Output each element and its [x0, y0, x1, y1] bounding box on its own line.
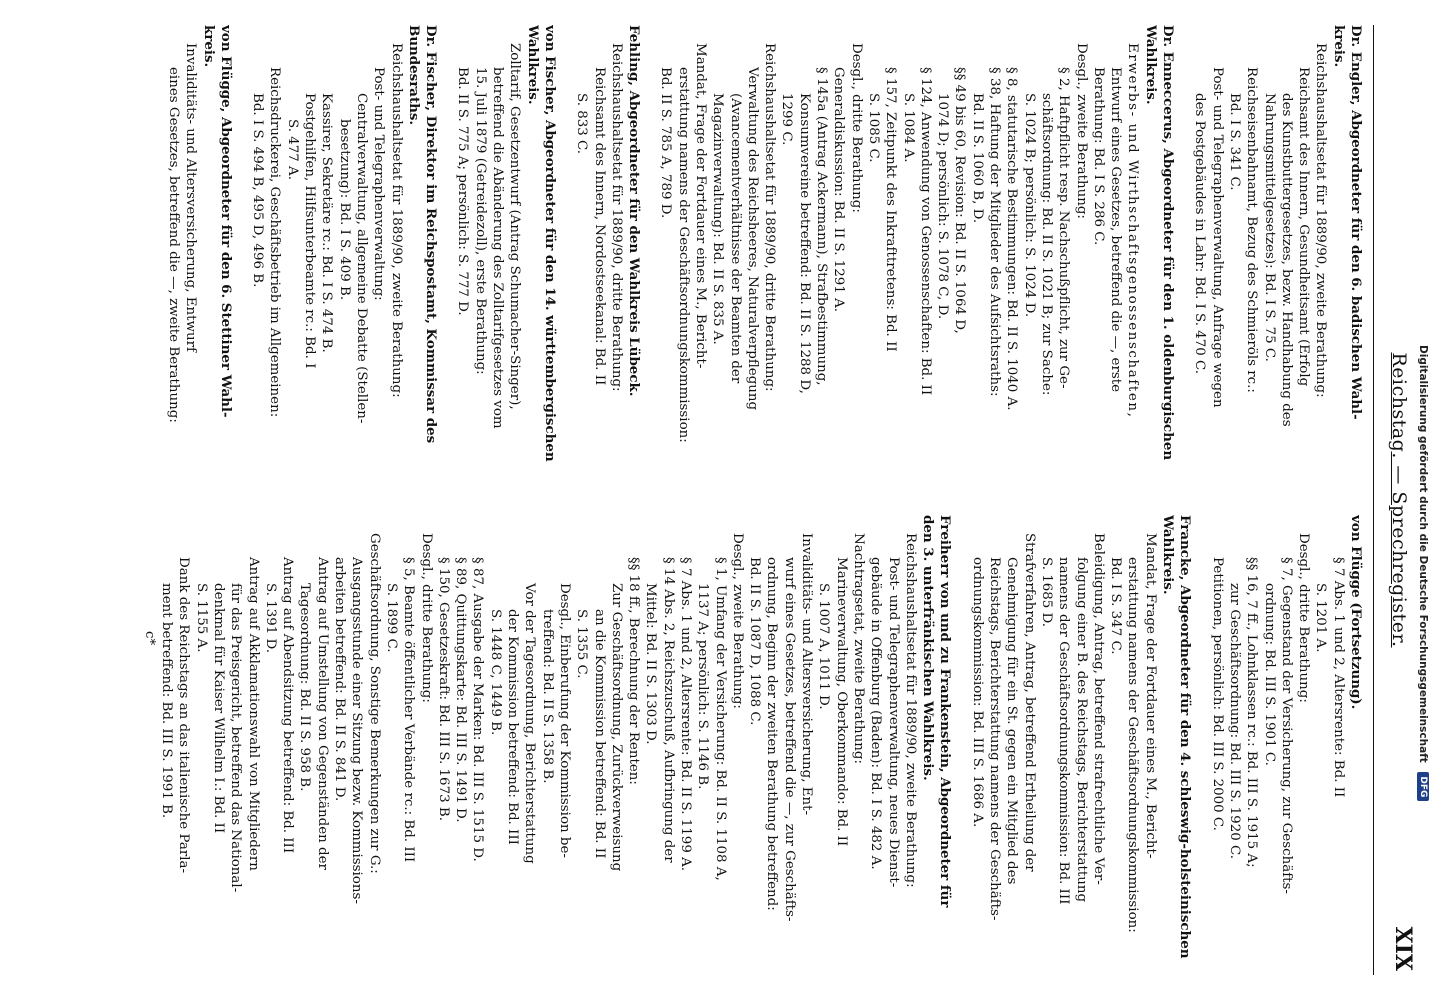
entry-line: für das Preisgericht, betreffend das National-: [228, 583, 244, 893]
entry-line: Reichsamt des Innern, Gesundheitsamt (Erfolg: [1296, 67, 1312, 387]
entry-line: 1137 A; persönlich: S. 1146 B.: [695, 583, 711, 790]
entry-line: an die Kommission betreffend: Bd. II: [591, 609, 607, 859]
entry-line: S. 833 C.: [574, 93, 590, 155]
entry-line: Reichshaushaltsetat für 1889/90, dritte Berathung:: [608, 43, 624, 392]
entry-line: Zolltarif, Gesetzentwurf (Antrag Schumacher-Singer),: [507, 43, 523, 410]
entry-line: S. 1685 D.: [1038, 557, 1054, 628]
entry-line: §§ 16, 7 ff., Lohnklassen rc.: Bd. III S. 1915 A;: [1244, 557, 1260, 868]
entry-line: S. 1391 D.: [262, 583, 278, 654]
register-page: [16, 25, 1416, 975]
entry-line: namens der Geschäftsordnungskommission: Bd. III: [1056, 557, 1072, 905]
entry-line: Mandat, Frage der Fortdauer eines M., Bericht-: [693, 43, 709, 369]
entry-line: Desgl., Einberufung der Kommission be-: [556, 583, 572, 858]
entry-line: Petitionen, persönlich: Bd. III S. 2000 C.: [1209, 557, 1225, 831]
entry-line: § 150, Gesetzeskraft: Bd. III S. 1673 B.: [435, 557, 451, 821]
entry-line: Bd. II S. 785 A, 789 D.: [658, 67, 674, 219]
register-entry: [573, 25, 642, 480]
entry-line: Zur Geschäftsordnung, Zurückverweisung: [608, 583, 624, 872]
entry-line: Postgehilfen, Hilfsunterbeamte rc.: Bd. I: [302, 93, 318, 369]
entry-line: erstattung namens der Geschäftsordnungskommission:: [675, 67, 691, 443]
entry-line: Strafverfahren, Antrag, betreffend Ertheilung der: [1021, 533, 1037, 872]
entry-line: (Avancementverhältnisse der Beamten der: [727, 93, 743, 384]
page-number: XIX: [1390, 926, 1416, 971]
entry-heading: Dr. Enneccerus, Abgeordneter für den 1. oldenburgischen: [1160, 25, 1177, 461]
entry-line: Post- und Telegraphenverwaltung:: [371, 67, 387, 301]
entry-heading: kreis.: [200, 25, 217, 68]
digitization-text: Digitalisierung gefördert durch die Deutsche Forschungsgemeinschaft: [1417, 345, 1429, 763]
entry-line: Reichstags, Berichterstattung namens der Geschäfts-: [987, 557, 1003, 921]
entry-line: Antrag auf Umstellung von Gegenständen der: [314, 557, 330, 870]
entry-line: Marineverwaltung, Oberkommando: Bd. II: [833, 557, 849, 847]
entry-line: gebäude in Offenburg (Baden): Bd. I S. 482 A.: [868, 557, 884, 870]
digitization-note: [1411, 345, 1429, 985]
entry-line: § 89, Quittungskarte: Bd. III S. 1491 D.: [453, 557, 469, 823]
entry-line: Reichshaushaltsetat für 1889/90, zweite Berathung:: [1313, 43, 1329, 398]
register-entry: [165, 25, 234, 480]
entry-line: Entwurf eines Gesetzes, betreffend die —, erste: [1108, 67, 1124, 393]
entry-line: Desgl., zweite Berathung:: [729, 533, 745, 709]
entry-line: § 7, Gegenstand der Versicherung, zur Geschäfts-: [1278, 557, 1294, 894]
entry-line: S. 1024 B; persönlich: S. 1024 D.: [1021, 93, 1037, 318]
entry-line: Post- und Telegraphenverwaltung, neues Dienst-: [885, 557, 901, 888]
register-entry: [1191, 25, 1364, 480]
entry-line: Bd. II S. 1060 B, D.: [969, 93, 985, 224]
entry-line: § 5, Beamte öffentlicher Verbände rc.: Bd. III: [401, 557, 417, 863]
entry-line: Bd. I S. 494 B, 495 D, 496 B.: [250, 93, 266, 288]
entry-heading: Dr. Fischer, Direktor im Reichspostamt, Kommissar des: [423, 25, 440, 444]
entry-line: der Kommission betreffend: Bd. III: [505, 609, 521, 845]
entry-line: § 2, Haftpflicht resp. Nachschußpflicht, zur Ge-: [1056, 67, 1072, 389]
register-entry: [968, 515, 1193, 970]
entry-line: Antrag auf Abendsitzung betreffend: Bd. III: [280, 557, 296, 854]
entry-line: Kassirer, Sekretäre rc.: Bd. I S. 474 B.: [319, 93, 335, 353]
entry-line: Nachtragsetat, zweite Berathung:: [850, 533, 866, 764]
entry-line: § 145a (Antrag Ackermann), Strafbestimmung,: [814, 67, 830, 386]
entry-line: S. 1085 C.: [865, 93, 881, 163]
entry-line: Nahrungsmittelgesetzes): Bd. I S. 75 C.: [1261, 93, 1277, 362]
header-rule: [1373, 25, 1374, 975]
entry-line: Erwerbs- und Wirthschaftsgenossenschaften,: [1125, 43, 1141, 419]
entry-line: Bd. I S. 347 C.: [1108, 557, 1124, 655]
entry-line: Mittel: Bd. II S. 1303 D.: [643, 583, 659, 745]
entry-line: Mandat, Frage der Fortdauer eines M., Bericht-: [1142, 533, 1158, 859]
entry-line: Verwaltung des Reichsheeres, Naturalverpflegung: [744, 67, 760, 411]
entry-line: betreffend die Abänderung des Zolltarifgesetzes vom: [490, 67, 506, 429]
entry-line: treffend: Bd. II S. 1358 B.: [539, 609, 555, 784]
entry-line: schäftsordnung: Bd. II S. 1021 B; zur Sache:: [1038, 93, 1054, 396]
entry-line: 1299 C.: [779, 93, 795, 146]
entry-heading: Wahlkreis.: [1160, 515, 1177, 595]
entry-line: Bd. II S. 775 A; persönlich: S. 777 D.: [455, 67, 471, 316]
entry-heading: von Fischer, Abgeordneter für den 14. württembergischen: [541, 25, 558, 462]
page-title: Reichstag. — Sprechregister.: [1388, 352, 1410, 648]
running-head: [1356, 25, 1416, 975]
entry-line: Desgl., dritte Berathung:: [848, 43, 864, 213]
entry-line: 1074 D; persönlich: S. 1078 C, D.: [935, 93, 951, 320]
entry-line: § 7 Abs. 1 und 2, Altersrente: Bd. II S. 1199 A.: [678, 557, 694, 872]
entry-line: § 14 Abs. 2, Reichszuschuß, Aufbringung der: [660, 557, 676, 863]
entry-line: Bd. I S. 341 C.: [1226, 93, 1242, 191]
entry-line: Berathung: Bd. I S. 286 C.: [1090, 67, 1106, 246]
entry-line: Reichsdruckerei, Geschäftsbetrieb im Allgemeinen:: [267, 67, 283, 418]
entry-line: S. 1007 A, 1011 D.: [816, 583, 832, 710]
entry-line: S. 1084 A.: [900, 93, 916, 163]
entry-line: S. 1355 C.: [574, 609, 590, 679]
entry-line: Desgl., dritte Berathung:: [1296, 533, 1312, 703]
entry-line: Genehmigung für ein St. gegen ein Mitglied des: [1004, 557, 1020, 885]
entry-line: des Kunstbuttergesetzes, bezw. Handhabung des: [1278, 93, 1294, 427]
entry-line: Reichshaushaltsetat für 1889/90, zweite Berathung:: [902, 533, 918, 888]
entry-line: Bd. II S. 1087 D, 1088 C.: [747, 557, 763, 726]
entry-line: S. 1899 C.: [383, 583, 399, 653]
entry-line: § 38, Haftung der Mitglieder des Aufsichtsraths:: [987, 67, 1003, 397]
entry-line: Vor der Tagesordnung, Berichterstattung: [522, 583, 538, 864]
entry-line: Antrag auf Akklamationswahl von Mitgliedern: [245, 557, 261, 871]
entry-line: § 124, Anwendung von Genossenschaften: Bd. II: [917, 67, 933, 396]
entry-line: erstattung namens der Geschäftsordnungskommission:: [1125, 557, 1141, 933]
entry-line: ordnung: Bd. III S. 1901 C.: [1261, 583, 1277, 766]
right-column: [19, 515, 1364, 970]
entry-line: Magazinverwaltung): Bd. II S. 835 A.: [710, 93, 726, 345]
entry-line: §§ 49 bis 60, Revision: Bd. II S. 1064 D,: [952, 67, 968, 334]
entry-heading: Francke, Abgeordneter für den 4. schleswig-holsteinischen: [1177, 515, 1194, 959]
entry-line: Desgl., dritte Berathung:: [418, 533, 434, 703]
entry-line: c*: [141, 631, 157, 646]
entry-line: S. 1201 A.: [1313, 583, 1329, 653]
entry-line: Reichshaushaltsetat für 1889/90, zweite Berathung:: [388, 43, 404, 398]
dfg-logo: DFG: [1417, 772, 1429, 801]
entry-line: § 7 Abs. 1 und 2, Altersrente: Bd. II: [1330, 557, 1346, 798]
entry-line: Reichsamt des Innern, Nordostseekanal: Bd. II: [591, 67, 607, 386]
entry-line: § 8, statutarische Bestimmungen: Bd. II S. 1040 A.: [1004, 67, 1020, 411]
entry-line: Invaliditäts- und Altersversicherung, Ent-: [799, 533, 815, 816]
entry-line: Invaliditäts- und Altersversicherung, Entwurf: [183, 43, 199, 352]
entry-line: Generaldiskussion: Bd. II S. 1291 A.: [831, 67, 847, 313]
entry-line: Konsumvereine betreffend: Bd. II S. 1288 D,: [796, 93, 812, 394]
register-entry: [249, 25, 439, 480]
entry-line: folgung einer B. des Reichstags, Berichterstattung: [1073, 557, 1089, 903]
entry-line: Post- und Telegraphenverwaltung, Anfrage wegen: [1209, 67, 1225, 408]
entry-heading: Fehling, Abgeordneter für den Wahlkreis Lübeck.: [626, 25, 643, 397]
entry-line: § 87, Ausgabe der Marken: Bd. III S. 1515 D.: [470, 557, 486, 862]
entry-line: ment betreffend: Bd. III S. 1991 B.: [159, 583, 175, 819]
entry-line: ordnung, Beginn der zweiten Berathung betreffend:: [764, 557, 780, 911]
entry-line: Reichseisenbahnamt, Bezug des Schmieröls rc.:: [1244, 67, 1260, 393]
entry-heading: Dr. Engler, Abgeordneter für den 6. badischen Wahl-: [1348, 25, 1364, 420]
entry-line: Beleidigung, Antrag, betreffend strafrechtliche Ver-: [1090, 533, 1106, 885]
entry-line: Geschäftsordnung, Sonstige Bemerkungen zur G.:: [366, 533, 382, 874]
entry-line: Tagesordnung: Bd. II S. 958 B.: [297, 583, 313, 792]
entry-heading: Freiherr von und zu Frankenstein, Abgeordneter für: [937, 515, 954, 908]
left-column: [19, 25, 1364, 480]
entry-line: ordnungskommission: Bd. III S. 1686 A.: [969, 557, 985, 828]
entry-line: besetzung): Bd. I S. 409 B.: [336, 119, 352, 301]
entry-line: S. 477 A.: [284, 119, 300, 180]
entry-heading: Wahlkreis.: [1142, 25, 1159, 105]
entry-line: §§ 18 ff., Berechnung der Renten:: [626, 557, 642, 785]
entry-heading: Wahlkreis.: [524, 25, 541, 105]
register-entry: [657, 25, 1176, 480]
entry-line: arbeiten betreffend: Bd. II S. 841 D.: [332, 557, 348, 802]
entry-line: S. 1155 A.: [193, 583, 209, 653]
register-entry: [1208, 515, 1364, 970]
entry-line: Desgl., zweite Berathung:: [1073, 43, 1089, 219]
entry-line: denkmal für Kaiser Wilhelm I.: Bd. II: [211, 583, 226, 834]
entry-line: eines Gesetzes, betreffend die —, zweite Berathung:: [166, 67, 181, 423]
entry-heading: Bundesraths.: [405, 25, 422, 126]
entry-line: zur Geschäftsordnung: Bd. III S. 1920 C.: [1226, 583, 1242, 860]
register-entry: [141, 515, 954, 970]
entry-line: wurf eines Gesetzes, betreffend die —, zur Geschäfts-: [781, 557, 797, 922]
entry-line: 15. Juli 1879 (Getreidezoll), erste Berathung:: [472, 67, 488, 375]
entry-line: S. 1448 C, 1449 B.: [487, 609, 503, 736]
entry-line: Dank des Reichstags an das italienische Parla-: [176, 557, 192, 874]
entry-heading: von Flügge, Abgeordneter für den 6. Stettiner Wahl-: [217, 25, 234, 418]
entry-line: Reichshaushaltsetat für 1889/90, dritte Berathung:: [762, 43, 778, 392]
entry-line: des Postgebäudes in Lahr: Bd. I S. 470 C.: [1192, 93, 1208, 375]
entry-line: Centralverwaltung, allgemeine Debatte (Stellen-: [353, 93, 369, 424]
entry-heading: von Flügge (Fortsetzung).: [1348, 515, 1364, 710]
entry-line: § 1, Umfang der Versicherung: Bd. II S. 1108 A,: [712, 557, 728, 881]
register-entry: [454, 25, 558, 480]
entry-line: Ausgangsstunde einer Sitzung bezw. Kommissions-: [349, 557, 365, 904]
entry-heading: den 3. unterfränkischen Wahlkreis.: [920, 515, 937, 781]
entry-line: § 157, Zeitpunkt des Inkrafttretens: Bd. II: [883, 67, 899, 352]
entry-heading: kreis.: [1330, 25, 1347, 68]
